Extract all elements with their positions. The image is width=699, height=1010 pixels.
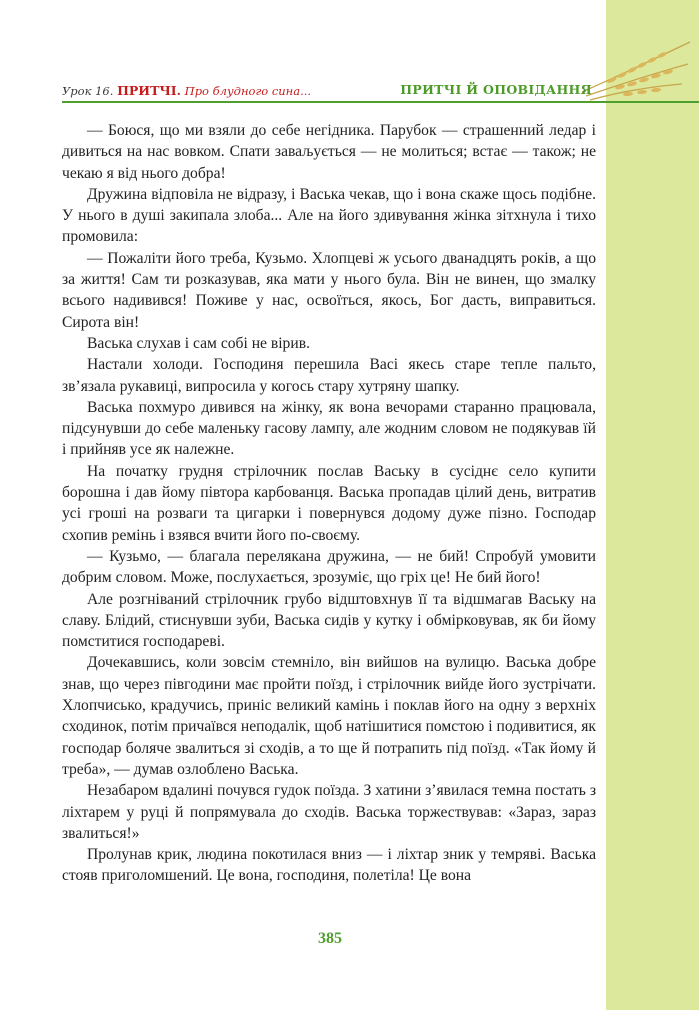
paragraph: Але розгніваний стрілочник грубо відштовхнув її та відшмагав Ваську на славу. Блідий, стиснувши зуби, Васька сидів у кутку і обмірковував, як би йому помститися господареві. xyxy=(62,590,596,651)
paragraph: Дружина відповіла не відразу, і Васька чекав, що і вона скаже щось подібне. У нього в душі закипала злоба... Але на його здивування жінка зітхнула і тихо промовила: xyxy=(62,185,596,246)
lesson-subtitle: Про блудного сина... xyxy=(184,84,312,98)
paragraph: Пролунав крик, людина покотилася вниз — і ліхтар зник у темряві. Васька стояв приголомшений. Це вона, господиня, полетіла! Це вона xyxy=(62,846,596,885)
page-number: 385 xyxy=(318,930,342,947)
paragraph: Васька похмуро дивився на жінку, як вона вечорами старанно працювала, підсунувши до себе маленьку гасову лампу, але жодним словом не подякував їй і прийняв усе як належне. xyxy=(62,398,596,459)
lesson-heading xyxy=(62,83,311,98)
lesson-title: ПРИТЧІ. xyxy=(117,83,182,98)
paragraph: Незабаром вдалині почувся гудок поїзда. З хатини з’явилася темна постать з ліхтарем у руці й попрямувала до сходів. Васька торжествував: «Зараз, зараз звалиться!» xyxy=(62,782,596,842)
header-rule xyxy=(62,101,699,103)
paragraph: Настали холоди. Господиня перешила Васі якесь старе тепле пальто, зв’язала рукавиці, випросила у когось стару хутряну шапку. xyxy=(62,356,596,395)
paragraph: — Кузьмо, — благала перелякана дружина, — не бий! Спробуй умовити добрим словом. Може, послухається, зрозуміє, що гріх це! Не бий його! xyxy=(62,547,596,587)
lesson-prefix: Урок 16. xyxy=(62,84,114,98)
paragraph: — Пожаліти його треба, Кузьмо. Хлопцеві ж усього дванадцять років, а що за життя! Сам ти розказував, яка мати у нього була. Він не винен, що змалку всього надивився! Поживе у нас, освоїться, якось, Бог дасть, виправиться. Сирота він! xyxy=(62,249,596,331)
section-title: ПРИТЧІ Й ОПОВІДАННЯ xyxy=(400,82,592,97)
paragraph: Дочекавшись, коли зовсім стемніло, він вийшов на вулицю. Васька добре знав, що через півгодини має пройти поїзд, і стрілочник вийде його зустрічати. Хлопчисько, крадучись, приніс великий камінь і поклав його на одну з верхніх сходинок, потім причаївся неподалік, щоб натішитися помстою і подивитися, як господар боляче звалиться зі сходів, а то ще й потрапить під поїзд. «Так йому й треба», — думав озлоблено Васька. xyxy=(62,654,596,778)
side-margin-band xyxy=(606,0,699,1010)
main-text xyxy=(62,120,596,887)
running-header xyxy=(62,80,592,102)
paragraph: — Боюся, що ми взяли до себе негідника. Парубок — страшенний ледар і дивиться на нас вовком. Спати заваљується — не молиться; встає — також; не чекаю я від нього добра! xyxy=(62,122,596,182)
paragraph: Васька слухав і сам собі не вірив. xyxy=(87,334,310,352)
paragraph: На початку грудня стрілочник послав Ваську в сусіднє село купити борошна і дав йому півтора карбованця. Васька пропадав цілий день, витратив усі гроші на розваги та цигарки і повернувся додому дуже пізно. Господар схопив ремінь і взявся вчити його по-своєму. xyxy=(62,462,596,544)
